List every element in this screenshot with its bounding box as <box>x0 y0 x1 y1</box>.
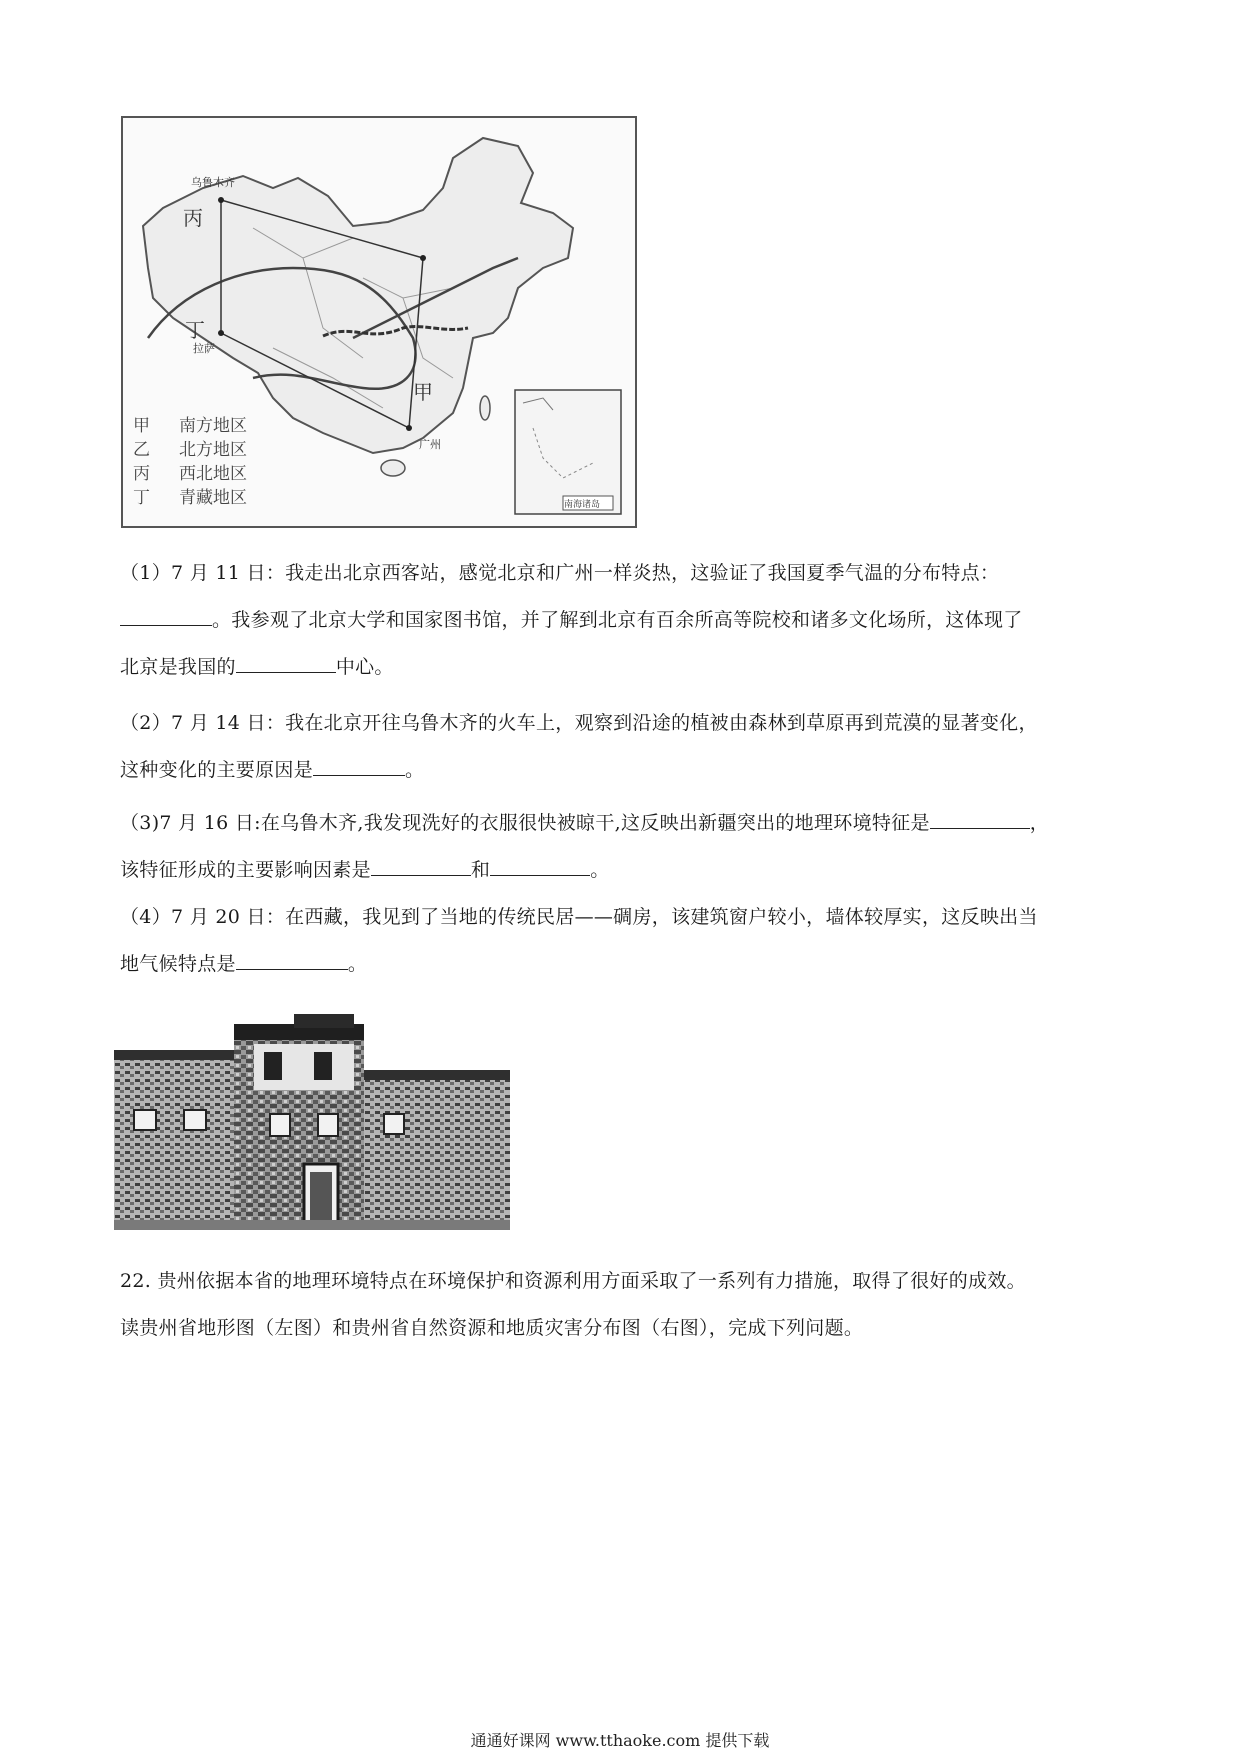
beijing-dot <box>420 255 426 261</box>
region-tag-ding: 丁 <box>185 318 205 342</box>
question-2-line-1: （2）7 月 14 日：我在北京开往乌鲁木齐的火车上，观察到沿途的植被由森林到草原再到荒漠的显著变化， <box>120 712 1038 734</box>
question-4-line-2: 地气候特点是 。 <box>120 941 1130 988</box>
guangzhou-label: 广州 <box>419 438 441 451</box>
urumqi-dot <box>218 197 224 203</box>
lhasa-dot <box>218 330 224 336</box>
tibetan-house-photo <box>114 1014 510 1230</box>
map-legend <box>133 414 247 510</box>
lhasa-label: 拉萨 <box>193 342 215 355</box>
question-2 <box>120 700 1130 794</box>
answer-blank[interactable] <box>120 605 212 626</box>
question-1-line-1: （1）7 月 11 日：我走出北京西客站，感觉北京和广州一样炎热，这验证了我国夏季气温的分布特点： <box>120 562 1000 584</box>
question-22-line-1: 22. 贵州依据本省的地理环境特点在环境保护和资源利用方面采取了一系列有力措施，取得了很好的成效。 <box>120 1270 1026 1292</box>
question-2-line-2: 这种变化的主要原因是 。 <box>120 747 1130 794</box>
question-3-line-1: （3)7 月 16 日:在乌鲁木齐,我发现洗好的衣服很快被晾干,这反映出新疆突出的地理环境特征是 ， <box>120 800 1130 847</box>
legend-row: 丙 西北地区 <box>133 464 247 484</box>
south-china-sea-inset <box>515 390 621 514</box>
page-footer: 通通好课网 www.tthaoke.com 提供下载 <box>470 1731 770 1750</box>
legend-row: 丁 青藏地区 <box>133 488 247 508</box>
question-4-line-1: （4）7 月 20 日：在西藏，我见到了当地的传统民居——碉房，该建筑窗户较小，墙体较厚实，这反映出当 <box>120 906 1038 928</box>
answer-blank[interactable] <box>930 808 1030 829</box>
question-1-line-3: 北京是我国的 中心。 <box>120 644 1130 691</box>
answer-blank[interactable] <box>490 855 590 876</box>
inset-label: 南海诸岛 <box>564 500 601 510</box>
china-map-figure <box>121 116 637 528</box>
question-3-line-2: 该特征形成的主要影响因素是 和 。 <box>120 847 1130 894</box>
question-22-line-2: 读贵州省地形图（左图）和贵州省自然资源和地质灾害分布图（右图），完成下列问题。 <box>120 1317 864 1339</box>
guangzhou-dot <box>406 425 412 431</box>
region-tag-bing: 丙 <box>183 206 203 230</box>
answer-blank[interactable] <box>236 949 348 970</box>
legend-row: 甲 南方地区 <box>133 416 247 436</box>
answer-blank[interactable] <box>371 855 471 876</box>
tibetan-house-drawing <box>114 1014 510 1230</box>
answer-blank[interactable] <box>313 755 405 776</box>
region-tag-jia: 甲 <box>413 380 433 404</box>
answer-blank[interactable] <box>236 652 336 673</box>
question-1-line-2: 。我参观了北京大学和国家图书馆，并了解到北京有百余所高等院校和诸多文化场所，这体现了 <box>120 597 1130 644</box>
question-3 <box>120 800 1130 894</box>
question-22 <box>120 1258 1130 1352</box>
question-4 <box>120 894 1130 988</box>
urumqi-label: 乌鲁木齐 <box>191 176 235 189</box>
question-1 <box>120 550 1130 691</box>
legend-row: 乙 北方地区 <box>133 440 247 460</box>
